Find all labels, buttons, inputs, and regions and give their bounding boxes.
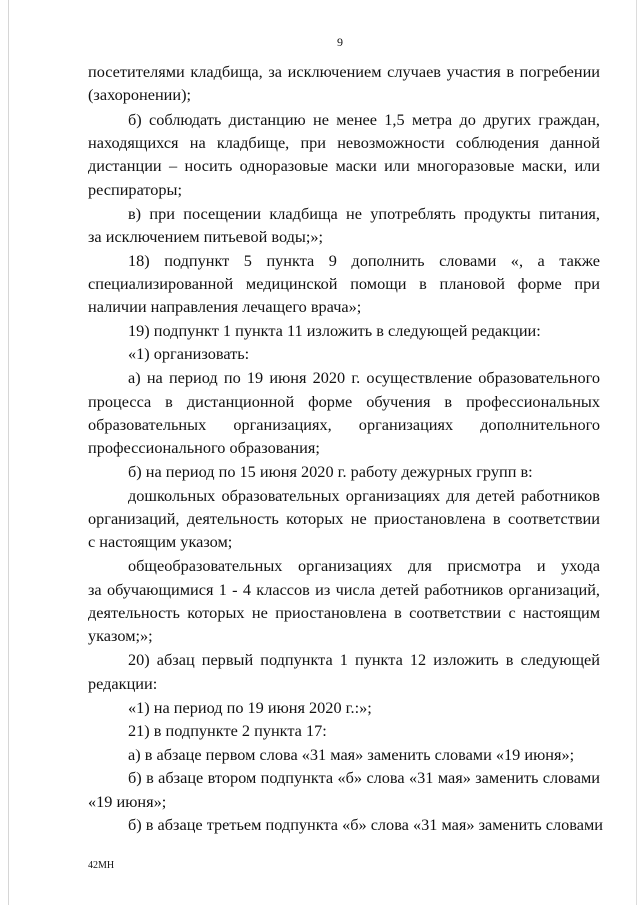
text-line: (захоронении); — [88, 85, 192, 104]
text-line: б) в абзаце втором подпункта «б» слова «31 мая» заменить словами — [128, 768, 600, 787]
footer-code: 42МН — [88, 860, 115, 871]
text-line: «1) на период по 19 июня 2020 г.:»; — [128, 698, 372, 717]
text-line: организаций, деятельность которых не приостановлена в соответствии — [88, 509, 600, 528]
text-line: посетителями кладбища, за исключением случаев участия в погребении — [88, 62, 600, 81]
text-line: образовательных организациях, организациях дополнительного — [88, 415, 600, 434]
text-line: дистанции – носить одноразовые маски или многоразовые маски, или — [88, 156, 600, 175]
text-line: деятельность которых не приостановлена в соответствии с настоящим — [88, 603, 600, 622]
text-line: 19) подпункт 1 пункта 11 изложить в следующей редакции: — [128, 321, 541, 340]
page-number: 9 — [337, 35, 343, 49]
text-line: «19 июня»; — [88, 792, 167, 811]
text-line: в) при посещении кладбища не употреблять продукты питания, — [128, 204, 600, 223]
text-line: редакции: — [88, 674, 158, 693]
text-line: а) в абзаце первом слова «31 мая» заменить словами «19 июня»; — [128, 745, 575, 764]
text-line: б) в абзаце третьем подпункта «б» слова «31 мая» заменить словами — [128, 815, 604, 834]
text-line: с настоящим указом; — [88, 532, 233, 551]
text-line: за обучающимися 1 - 4 классов из числа детей работников организаций, — [88, 580, 600, 599]
page-edge-left — [8, 0, 9, 905]
text-line: респираторы; — [88, 180, 183, 199]
text-line: за исключением питьевой воды;»; — [88, 227, 324, 246]
text-line: 18) подпункт 5 пункта 9 дополнить словами «, а также — [128, 251, 600, 270]
text-line: указом;»; — [88, 626, 153, 645]
text-line: дошкольных образовательных организациях для детей работников — [128, 486, 600, 505]
text-line: б) соблюдать дистанцию не менее 1,5 метра до других граждан, — [128, 110, 600, 129]
text-line: наличии направления лечащего врача»; — [88, 297, 362, 316]
text-line: 20) абзац первый подпункта 1 пункта 12 изложить в следующей — [128, 650, 600, 669]
text-line: профессионального образования; — [88, 438, 320, 457]
text-line: а) на период по 19 июня 2020 г. осуществление образовательного — [128, 368, 600, 387]
page-edge-right — [636, 0, 637, 905]
text-line: общеобразовательных организациях для присмотра и ухода — [128, 556, 600, 575]
text-line: процесса в дистанционной форме обучения в профессиональных — [88, 392, 600, 411]
text-line: «1) организовать: — [128, 344, 250, 363]
text-line: б) на период по 15 июня 2020 г. работу дежурных групп в: — [128, 462, 533, 481]
text-line: специализированной медицинской помощи в плановой форме при — [88, 274, 600, 293]
text-line: 21) в подпункте 2 пункта 17: — [128, 721, 327, 740]
text-line: находящихся на кладбище, при невозможности соблюдения данной — [88, 133, 600, 152]
